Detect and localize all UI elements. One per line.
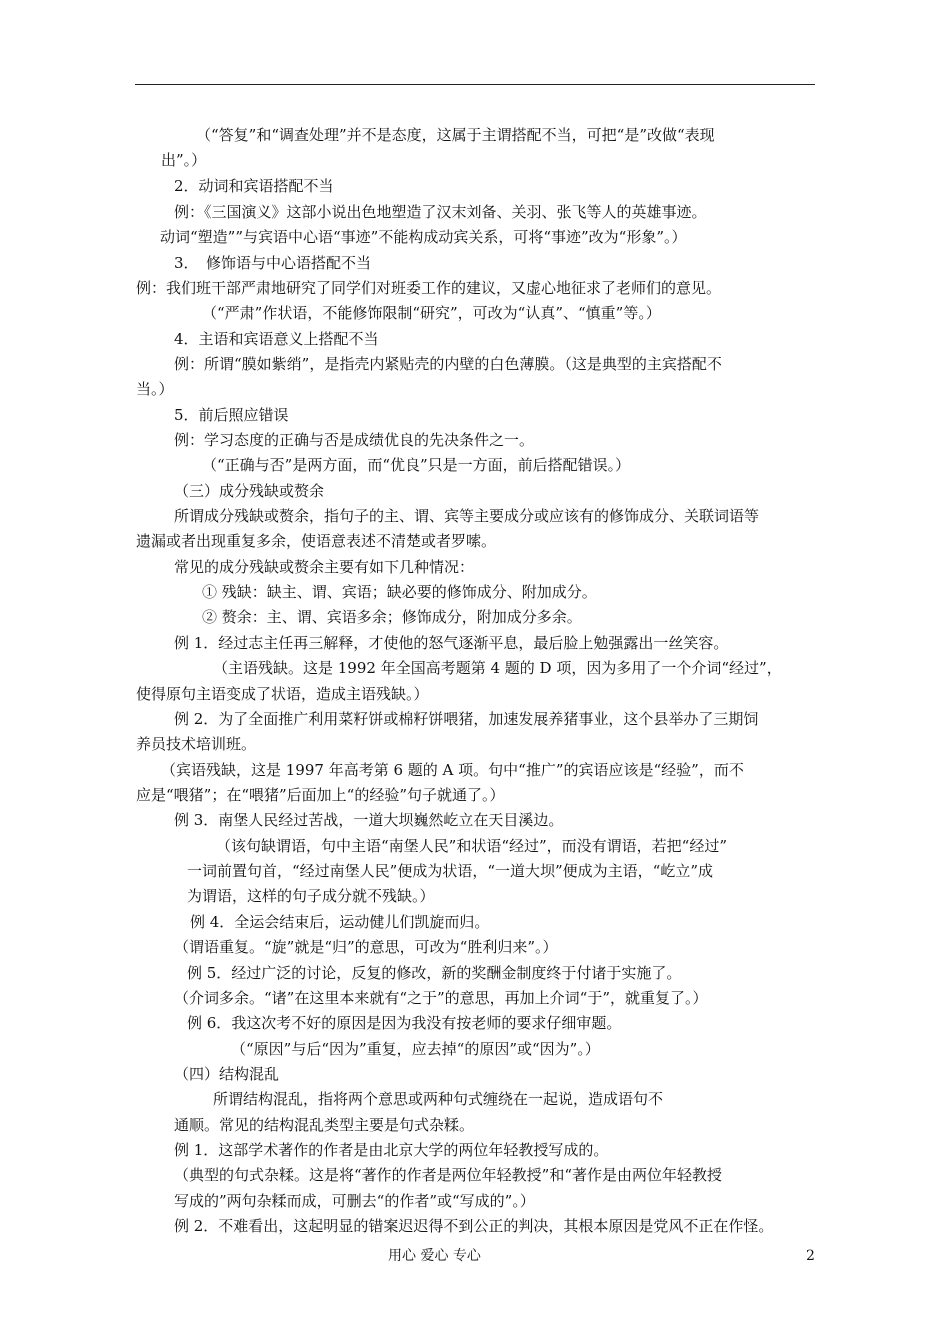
page-number: 2 <box>806 1248 815 1264</box>
text-line: 当。） <box>136 380 174 398</box>
text-line: 例 2．不难看出，这起明显的错案迟迟得不到公正的判决，其根本原因是党风不正在作怪。 <box>174 1217 774 1235</box>
text-line: （介词多余。“诸”在这里本来就有“之于”的意思，再加上介词“于”，就重复了。） <box>174 989 708 1007</box>
text-line: 写成的”两句杂糅而成，可删去“的作者”或“写成的”。） <box>174 1192 535 1210</box>
text-line: 出”。） <box>161 151 207 169</box>
text-line: （典型的句式杂糅。这是将“著作的作者是两位年轻教授”和“著作是由两位年轻教授 <box>174 1166 723 1184</box>
text-line: 例 5．经过广泛的讨论，反复的修改，新的奖酬金制度终于付诸于实施了。 <box>187 964 682 982</box>
section-heading: （四）结构混乱 <box>174 1065 280 1083</box>
text-line: （主语残缺。这是 1992 年全国高考题第 4 题的 D 项，因为多用了一个介词“经过”， <box>213 659 782 677</box>
text-line: 例：我们班干部严肃地研究了同学们对班委工作的建议，又虚心地征求了老师们的意见。 <box>136 279 722 297</box>
header-rule <box>135 84 815 85</box>
text-line: 所谓成分残缺或赘余，指句子的主、谓、宾等主要成分或应该有的修饰成分、关联词语等 <box>174 507 760 525</box>
text-line: （“正确与否”是两方面，而“优良”只是一方面，前后搭配错误。） <box>202 456 631 474</box>
text-line: （谓语重复。“旋”就是“归”的意思，可改为“胜利归来”。） <box>174 938 558 956</box>
text-line: 例：《三国演义》这部小说出色地塑造了汉末刘备、关羽、张飞等人的英雄事迹。 <box>174 203 707 221</box>
text-line: 动词“塑造””与宾语中心语“事迹”不能构成动宾关系，可将“事迹”改为“形象”。） <box>160 228 687 246</box>
text-line: 例 4．全运会结束后，运动健儿们凯旋而归。 <box>190 913 490 931</box>
text-line: 例：所谓“膜如紫绡”，是指壳内紧贴壳的内壁的白色薄膜。（这是典型的主宾搭配不 <box>174 355 722 373</box>
text-line: 例 1．经过志主任再三解释，才使他的怒气逐渐平息，最后脸上勉强露出一丝笑容。 <box>174 634 729 652</box>
text-line: 遗漏或者出现重复多余，使语意表述不清楚或者罗嗦。 <box>136 532 497 550</box>
footer-text: 用心 爱心 专心 <box>388 1248 481 1264</box>
section-heading: （三）成分残缺或赘余 <box>174 482 325 500</box>
text-line: 养员技术培训班。 <box>136 735 257 753</box>
text-line: 4．主语和宾语意义上搭配不当 <box>174 330 379 348</box>
text-line: 2．动词和宾语搭配不当 <box>174 177 334 195</box>
text-line: 3． 修饰语与中心语搭配不当 <box>174 254 372 272</box>
text-line: 例 2．为了全面推广利用菜籽饼或棉籽饼喂猪，加速发展养猪事业，这个县举办了三期饲 <box>174 710 759 728</box>
text-line: （“答复”和“调查处理”并不是态度，这属于主谓搭配不当，可把“是”改做“表现 <box>196 126 715 144</box>
text-line: ② 赘余：主、谓、宾语多余；修饰成分，附加成分多余。 <box>202 608 582 626</box>
text-line: 例 6．我这次考不好的原因是因为我没有按老师的要求仔细审题。 <box>187 1014 622 1032</box>
text-line: 5．前后照应错误 <box>174 406 289 424</box>
text-line: 例：学习态度的正确与否是成绩优良的先决条件之一。 <box>174 431 535 449</box>
text-line: （该句缺谓语，句中主语“南堡人民”和状语“经过”，而没有谓语，若把“经过” <box>216 837 728 855</box>
text-line: 所谓结构混乱，指将两个意思或两种句式缠绕在一起说，造成语句不 <box>213 1090 664 1108</box>
text-line: 一词前置句首，“经过南堡人民”便成为状语，“一道大坝”便成为主语，“屹立”成 <box>187 862 714 880</box>
text-line: ① 残缺：缺主、谓、宾语；缺必要的修饰成分、附加成分。 <box>202 583 597 601</box>
text-line: 使得原句主语变成了状语，造成主语残缺。） <box>136 685 429 703</box>
text-line: 常见的成分残缺或赘余主要有如下几种情况： <box>174 558 475 576</box>
text-line: （“原因”与后“因为”重复，应去掉“的原因”或“因为”。） <box>231 1040 600 1058</box>
text-line: 应是“喂猪”；在“喂猪”后面加上“的经验”句子就通了。） <box>136 786 505 804</box>
text-line: 通顺。常见的结构混乱类型主要是句式杂糅。 <box>174 1116 475 1134</box>
text-line: 例 1．这部学术著作的作者是由北京大学的两位年轻教授写成的。 <box>174 1141 609 1159</box>
text-line: 为谓语，这样的句子成分就不残缺。） <box>187 887 435 905</box>
text-line: 例 3．南堡人民经过苦战，一道大坝巍然屹立在天目溪边。 <box>174 811 564 829</box>
text-line: （“严肃”作状语，不能修饰限制“研究”，可改为“认真”、“慎重”等。） <box>202 304 661 322</box>
text-line: （宾语残缺，这是 1997 年高考第 6 题的 A 项。句中“推广”的宾语应该是“经验”，而不 <box>161 761 744 779</box>
